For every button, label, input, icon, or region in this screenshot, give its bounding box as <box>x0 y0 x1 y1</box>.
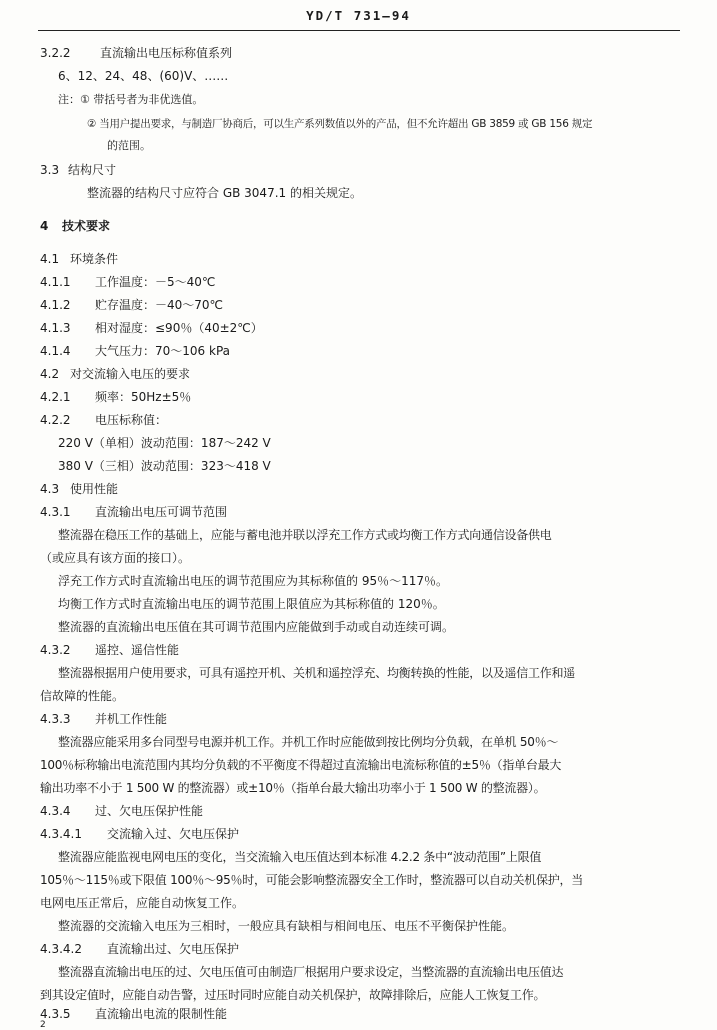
running-header: YD/T 731—94 <box>306 8 411 23</box>
p-4-3-2-line-2: 信故障的性能。 <box>40 689 125 703</box>
section-title: 对交流输入电压的要求 <box>70 367 191 381</box>
section-number: 4.3.4.1 <box>40 827 82 841</box>
section-title: 并机工作性能 <box>95 712 168 726</box>
section-title: 结构尺寸 <box>68 163 117 177</box>
section-number: 4.3.3 <box>40 712 71 726</box>
p-4-3-3-line-3: 输出功率不小于 1 500 W 的整流器）或±10％（指单台最大输出功率小于 1 500 W 的整流器）。 <box>40 781 546 795</box>
section-title: 频率：50Hz±5％ <box>95 390 192 404</box>
p-4-3-4-1-line-2: 105％～115％或下限值 100％～95％时，可能会影响整流器安全工作时，整流器可以自动关机保护，当 <box>40 873 584 887</box>
p-4-3-4-1-line-4: 整流器的交流输入电压为三相时，一般应具有缺相与相间电压、电压不平衡保护性能。 <box>58 919 515 933</box>
note-2-line-2: 的范围。 <box>107 139 151 152</box>
section-number: 4 <box>40 219 49 233</box>
p-4-3-1-line-4: 均衡工作方式时直流输出电压的调节范围上限值应为其标称值的 120％。 <box>58 597 445 611</box>
section-number: 4.1.4 <box>40 344 71 358</box>
section-number: 4.3.5 <box>40 1007 71 1021</box>
section-title: 过、欠电压保护性能 <box>95 804 204 818</box>
p-4-3-4-1-line-3: 电网电压正常后，应能自动恢复工作。 <box>40 896 245 910</box>
section-title: 工作温度：－5～40℃ <box>95 275 216 289</box>
section-number: 3.3 <box>40 163 60 177</box>
section-title: 环境条件 <box>70 252 119 266</box>
section-title: 直流输出电压标称值系列 <box>100 46 233 60</box>
section-number: 4.2.1 <box>40 390 71 404</box>
section-number: 4.3.2 <box>40 643 71 657</box>
section-title: 直流输出电压可调节范围 <box>95 505 228 519</box>
section-number: 4.1.1 <box>40 275 71 289</box>
section-number: 4.3.4 <box>40 804 71 818</box>
ac-single-phase: 220 V（单相）波动范围：187～242 V <box>58 436 271 450</box>
p-4-3-1-line-1: 整流器在稳压工作的基础上，应能与蓄电池并联以浮充工作方式或均衡工作方式向通信设备供电 <box>58 528 552 542</box>
p-4-3-4-2-line-2: 到其设定值时，应能自动告警，过压时同时应能自动关机保护，故障排除后，应能人工恢复工作。 <box>40 988 546 1002</box>
p-4-3-2-line-1: 整流器根据用户使用要求，可具有遥控开机、关机和遥控浮充、均衡转换的性能，以及遥信工作和遥 <box>58 666 576 680</box>
section-title: 直流输出电流的限制性能 <box>95 1007 228 1021</box>
page-number: 2 <box>40 1020 46 1030</box>
section-title: 技术要求 <box>62 219 111 233</box>
note-1: 注：① 带括号者为非优选值。 <box>58 93 204 106</box>
voltage-series: 6、12、24、48、(60)V、…… <box>58 69 229 83</box>
section-number: 4.3 <box>40 482 60 496</box>
section-number: 4.1.3 <box>40 321 71 335</box>
section-number: 3.2.2 <box>40 46 71 60</box>
section-number: 4.2 <box>40 367 60 381</box>
section-number: 4.3.4.2 <box>40 942 82 956</box>
p-4-3-3-line-2: 100％标称输出电流范围内其均分负载的不平衡度不得超过直流输出电流标称值的±5％（指单台最大 <box>40 758 562 772</box>
struct-size-text: 整流器的结构尺寸应符合 GB 3047.1 的相关规定。 <box>87 186 362 200</box>
p-4-3-1-line-3: 浮充工作方式时直流输出电压的调节范围应为其标称值的 95％～117％。 <box>58 574 448 588</box>
section-number: 4.2.2 <box>40 413 71 427</box>
section-number: 4.3.1 <box>40 505 71 519</box>
p-4-3-3-line-1: 整流器应能采用多台同型号电源并机工作。并机工作时应能做到按比例均分负载，在单机 50％～ <box>58 735 559 749</box>
section-title: 电压标称值： <box>95 413 168 427</box>
section-title: 使用性能 <box>70 482 119 496</box>
section-title: 直流输出过、欠电压保护 <box>107 942 240 956</box>
p-4-3-4-2-line-1: 整流器直流输出电压的过、欠电压值可由制造厂根据用户要求设定，当整流器的直流输出电压值达 <box>58 965 564 979</box>
section-title: 相对湿度：≤90％（40±2℃） <box>95 321 263 335</box>
ac-three-phase: 380 V（三相）波动范围：323～418 V <box>58 459 271 473</box>
p-4-3-1-line-5: 整流器的直流输出电压值在其可调节范围内应能做到手动或自动连续可调。 <box>58 620 455 634</box>
section-number: 4.1 <box>40 252 60 266</box>
p-4-3-4-1-line-1: 整流器应能监视电网电压的变化，当交流输入电压值达到本标准 4.2.2 条中“波动范围”上限值 <box>58 850 542 864</box>
section-title: 大气压力：70～106 kPa <box>95 344 230 358</box>
p-4-3-1-line-2: （或应具有该方面的接口）。 <box>40 551 191 565</box>
header-rule <box>38 30 680 31</box>
section-title: 贮存温度：－40～70℃ <box>95 298 224 312</box>
section-title: 遥控、遥信性能 <box>95 643 180 657</box>
section-title: 交流输入过、欠电压保护 <box>107 827 240 841</box>
section-number: 4.1.2 <box>40 298 71 312</box>
note-2-line-1: ② 当用户提出要求，与制造厂协商后，可以生产系列数值以外的产品，但不允许超出 GB 3859 或 GB 156 规定 <box>87 118 593 130</box>
